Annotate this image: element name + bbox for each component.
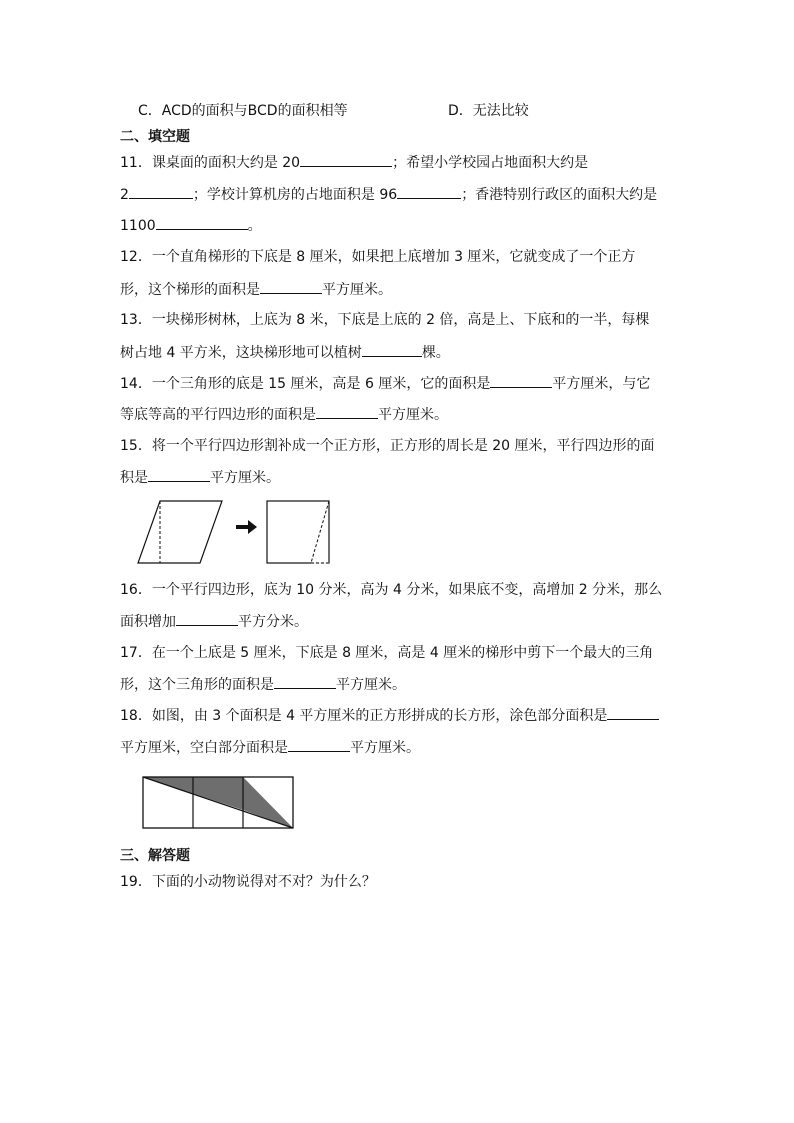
q11-blank-1[interactable] — [300, 152, 392, 167]
q11-text-6: 1100 — [120, 218, 156, 234]
question-19: 19．下面的小动物说得对不对？为什么？ — [120, 874, 376, 890]
q16-text-1: 面积增加 — [120, 614, 176, 630]
question-17-line-2 — [120, 674, 406, 695]
q13-blank[interactable] — [362, 342, 422, 357]
q14-text-1: 14．一个三角形的底是 15 厘米，高是 6 厘米，它的面积是 — [120, 376, 491, 392]
q18-figure — [142, 776, 296, 830]
q12-text-1: 形，这个梯形的面积是 — [120, 282, 260, 298]
q12-blank[interactable] — [260, 279, 322, 294]
q11-text-3: 2 — [120, 187, 129, 203]
q17-text-2: 平方厘米。 — [336, 677, 406, 693]
question-16-line-2 — [120, 611, 308, 632]
question-11-line-1 — [120, 152, 588, 173]
q14-text-3: 等底等高的平行四边形的面积是 — [120, 407, 316, 423]
q16-blank[interactable] — [176, 611, 238, 626]
option-c: C．ACD的面积与BCD的面积相等 — [138, 103, 348, 119]
q18-blank-2[interactable] — [288, 737, 350, 752]
q13-text-1: 树占地 4 平方米，这块梯形地可以植树 — [120, 345, 362, 361]
q18-text-1: 18．如图，由 3 个面积是 4 平方厘米的正方形拼成的长方形，涂色部分面积是 — [120, 708, 608, 724]
q15-text-2: 平方厘米。 — [210, 470, 280, 486]
option-d: D．无法比较 — [448, 103, 529, 119]
q12-text-2: 平方厘米。 — [322, 282, 392, 298]
question-14-line-1 — [120, 373, 650, 394]
shaded-triangle-right — [243, 777, 293, 828]
square-cut-dashed — [311, 501, 329, 563]
q14-blank-1[interactable] — [490, 373, 552, 388]
question-13-line-1: 13．一块梯形树林，上底为 8 米，下底是上底的 2 倍，高是上、下底和的一半，每棵 — [120, 312, 650, 328]
q14-text-4: 平方厘米。 — [378, 407, 448, 423]
section-heading-fill-blank: 二、填空题 — [120, 129, 190, 145]
q18-text-3: 平方厘米。 — [350, 740, 420, 756]
question-11-line-3 — [120, 215, 262, 236]
question-12-line-1: 12．一个直角梯形的下底是 8 厘米，如果把上底增加 3 厘米，它就变成了一个正方 — [120, 249, 636, 265]
q11-text-1: 11．课桌面的面积大约是 20 — [120, 155, 301, 171]
q14-text-2: 平方厘米，与它 — [552, 376, 651, 392]
q11-blank-3[interactable] — [397, 184, 461, 199]
q14-blank-2[interactable] — [316, 404, 378, 419]
q15-blank[interactable] — [148, 467, 210, 482]
question-13-line-2 — [120, 342, 450, 363]
q17-text-1: 形，这个三角形的面积是 — [120, 677, 274, 693]
q15-figure — [130, 495, 340, 570]
question-14-line-2 — [120, 404, 448, 425]
q11-text-5: ；香港特别行政区的面积大约是 — [461, 187, 658, 203]
question-18-line-2 — [120, 737, 420, 758]
section-heading-answer: 三、解答题 — [120, 848, 190, 864]
q16-text-2: 平方分米。 — [238, 614, 308, 630]
question-12-line-2 — [120, 279, 392, 300]
q18-text-2: 平方厘米，空白部分面积是 — [120, 740, 288, 756]
q17-blank[interactable] — [274, 674, 336, 689]
q18-blank-1[interactable] — [607, 705, 659, 720]
parallelogram-shape — [138, 501, 222, 563]
question-16-line-1: 16．一个平行四边形，底为 10 分米，高为 4 分米，如果底不变，高增加 2 分米，那么 — [120, 582, 663, 598]
arrow-right-icon — [236, 520, 257, 534]
question-11-line-2 — [120, 184, 657, 205]
q11-text-2: ；希望小学校园占地面积大约是 — [392, 155, 589, 171]
q11-blank-4[interactable] — [156, 215, 248, 230]
q15-text-1: 积是 — [120, 470, 148, 486]
q11-blank-2[interactable] — [129, 184, 193, 199]
question-15-line-1: 15．将一个平行四边形割补成一个正方形，正方形的周长是 20 厘米，平行四边形的面 — [120, 438, 655, 454]
q13-text-2: 棵。 — [421, 345, 450, 361]
q11-text-7: 。 — [247, 218, 262, 234]
question-15-line-2 — [120, 467, 280, 488]
question-17-line-1: 17．在一个上底是 5 厘米，下底是 8 厘米，高是 4 厘米的梯形中剪下一个最大的三角 — [120, 645, 654, 661]
question-18-line-1 — [120, 705, 659, 726]
q11-text-4: ；学校计算机房的占地面积是 96 — [192, 187, 398, 203]
